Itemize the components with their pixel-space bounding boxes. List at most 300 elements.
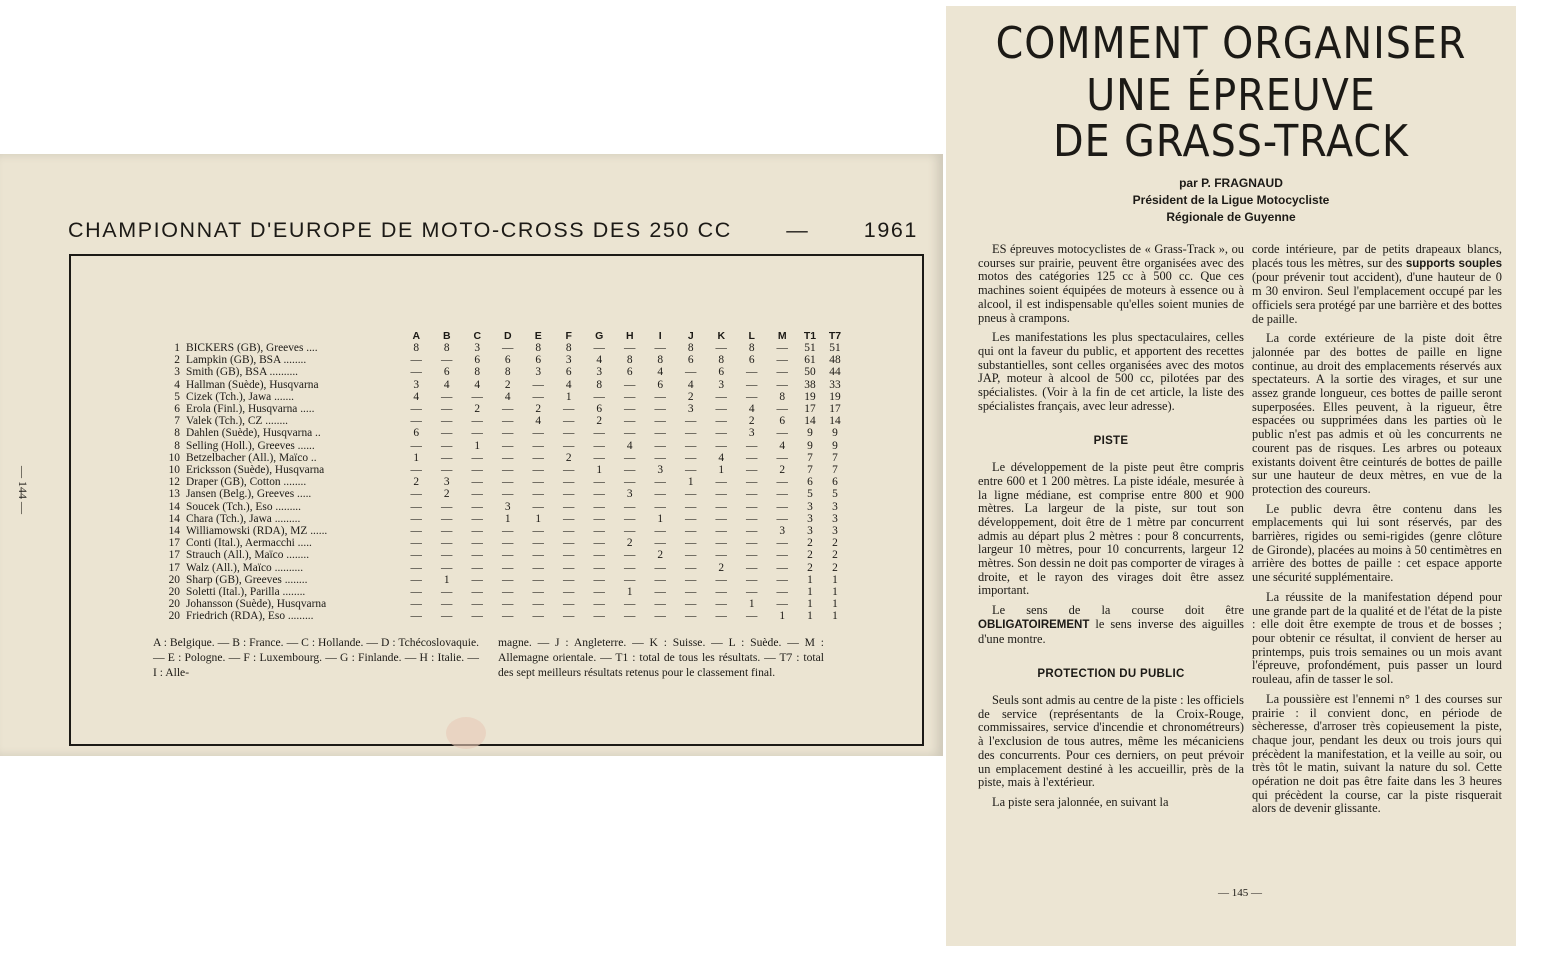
header-col: C	[473, 330, 482, 342]
title-dash: —	[786, 218, 810, 242]
score-cell: —	[776, 512, 788, 525]
score-cell: —	[441, 610, 453, 623]
rider-cell	[180, 501, 401, 513]
score-cell: 2	[807, 549, 813, 562]
score-cell: —	[502, 549, 514, 562]
rider-cell	[180, 391, 401, 403]
table-row	[156, 452, 848, 464]
score-cell: —	[746, 476, 758, 489]
left-page	[0, 154, 943, 756]
score-cell: —	[410, 573, 422, 586]
score-cell: 3	[626, 488, 633, 501]
score-cell: —	[715, 500, 727, 513]
score-cell: —	[685, 610, 697, 623]
score-cell: —	[776, 549, 788, 562]
score-cell: 19	[829, 390, 841, 403]
rank-cell: 14	[168, 525, 180, 538]
score-cell: 1	[474, 439, 481, 452]
score-cell: —	[502, 488, 514, 501]
rider-cell	[180, 586, 401, 598]
score-cell: 8	[413, 342, 420, 354]
score-cell: 3	[779, 525, 786, 538]
header-col: T7	[828, 330, 842, 342]
score-cell: 6	[807, 476, 813, 489]
score-cell: —	[685, 561, 697, 574]
rider-cell	[180, 476, 401, 488]
score-cell: —	[410, 549, 422, 562]
score-cell: —	[441, 390, 453, 403]
score-cell: —	[746, 366, 758, 379]
header-col: A	[412, 330, 421, 342]
paragraph: La poussière est l'ennemi n° 1 des courses sur prairie : il convient donc, en période de sècheresse, d'arroser très copieusement la piste, chaque jour, pendant les deux ou trois jours qui précèdent la manifestation, et la veille au soir, ou très tôt le matin, suivant la nature du sol. Cette opération ne doit pas être faite dans les 3 heures qui précèdent la course, car la piste risquerait alors de devenir glissante.	[1252, 691, 1502, 816]
score-cell: 4	[779, 439, 786, 452]
score-cell: —	[776, 488, 788, 501]
rank-cell: 8	[174, 439, 180, 452]
score-cell: 7	[807, 451, 813, 464]
paragraph: La réussite de la manifestation dépend pour une grande part de la qualité et de l'état de la piste : elle doit être exempte de trous et de bosses ; pour obtenir ce résultat, il convient de herser au printemps, puis trois semaines ou un mois avant l'épreuve, profondément, puis passer un lourd rouleau, afin de tasser le sol.	[1252, 589, 1502, 687]
article-column-1	[978, 243, 1244, 816]
header-col: M	[777, 330, 787, 342]
rider-cell	[180, 403, 401, 415]
score-cell: —	[624, 561, 636, 574]
score-cell: —	[746, 561, 758, 574]
score-cell: —	[715, 488, 727, 501]
score-cell: 3	[565, 354, 572, 367]
header-col: G	[595, 330, 604, 342]
paragraph: Les manifestations les plus spectaculaires, celles qui ont la faveur du public, et apportent des recettes substantielles, sont celles organisées avec des motos JAP, moteur à alcool de 500 cc, pilotées par des spécialistes. (Voir à la fin de cet article, la liste des spécialistes français, avec leur adresse).	[978, 330, 1244, 413]
rider-name: Cizek (Tch.), Jawa .......	[186, 390, 295, 403]
headline-line-1: COMMENT ORGANISER	[995, 18, 1467, 69]
rider-cell	[180, 440, 401, 452]
rider-name: Friedrich (RDA), Eso .........	[186, 610, 314, 623]
score-cell: 2	[535, 403, 542, 416]
score-cell: 8	[535, 342, 542, 354]
score-cell: 6	[718, 366, 725, 379]
score-cell: —	[410, 537, 422, 550]
score-cell: —	[441, 512, 453, 525]
headline-line-3: DE GRASS-TRACK	[1053, 116, 1409, 167]
score-cell: 17	[829, 403, 841, 416]
table-row	[156, 549, 848, 561]
score-cell: —	[532, 488, 544, 501]
rider-cell	[180, 379, 401, 391]
score-cell: 1	[596, 464, 603, 477]
score-cell: —	[654, 439, 666, 452]
score-cell: 8	[565, 342, 572, 354]
header-col: H	[625, 330, 634, 342]
score-cell: —	[746, 525, 758, 538]
score-cell: 51	[804, 342, 816, 354]
score-cell: —	[654, 403, 666, 416]
rider-name: Conti (Ital.), Aermacchi .....	[186, 537, 312, 550]
score-cell: —	[746, 390, 758, 403]
header-col: J	[687, 330, 694, 342]
score-cell: —	[471, 451, 483, 464]
score-cell: 7	[832, 451, 838, 464]
article-column-2	[1252, 243, 1502, 822]
score-cell: 61	[804, 354, 816, 367]
score-cell: —	[471, 537, 483, 550]
rider-name: Sharp (GB), Greeves ........	[186, 573, 308, 586]
score-cell: —	[532, 500, 544, 513]
rank-cell: 20	[168, 573, 180, 586]
text-run: le sens inverse des aiguilles d'une montre.	[978, 616, 1244, 646]
score-cell: 2	[779, 464, 786, 477]
score-cell: —	[685, 415, 697, 428]
score-cell: 8	[504, 366, 511, 379]
score-cell: —	[441, 451, 453, 464]
score-cell: —	[563, 586, 575, 599]
score-cell: —	[776, 354, 788, 367]
score-cell: 1	[687, 476, 694, 489]
score-cell: 3	[832, 512, 838, 525]
score-cell: —	[776, 586, 788, 599]
score-cell: —	[746, 512, 758, 525]
score-cell: 1	[626, 586, 633, 599]
rider-name: Soletti (Ital.), Parilla ........	[186, 586, 306, 599]
score-cell: —	[715, 598, 727, 611]
table-row	[156, 586, 848, 598]
paragraph: La corde extérieure de la piste doit être jalonnée par des bottes de paille en ligne continue, au droit des emplacements réservés aux spectateurs. A la sortie des virages, et sur une assez grande longueur, ces bottes de paille seront superposées. Elles peuvent, à la rigueur, être espacées ou supprimées dans les parties où le public n'est pas admis et où les concurrents ne courent pas de risques. Les arbres ou poteaux existants doivent être ceinturés de bottes de paille sur une hauteur de deux mètres, en vue de la protection des coureurs.	[1252, 331, 1502, 496]
score-cell: —	[593, 342, 605, 354]
table-row	[156, 537, 848, 549]
header-col: T1	[803, 330, 817, 342]
score-cell: 4	[504, 390, 511, 403]
score-cell: 3	[687, 403, 694, 416]
score-cell: 8	[687, 342, 694, 354]
score-cell: —	[471, 610, 483, 623]
score-cell: —	[593, 500, 605, 513]
score-cell: —	[654, 525, 666, 538]
rider-cell	[180, 598, 401, 610]
score-cell: —	[624, 427, 636, 440]
left-page-title	[68, 218, 918, 243]
header-rank	[156, 324, 180, 342]
score-cell: 6	[443, 366, 450, 379]
score-cell: —	[532, 476, 544, 489]
score-cell: —	[441, 354, 453, 367]
table-row	[156, 440, 848, 452]
score-cell: —	[654, 500, 666, 513]
score-cell: 2	[832, 549, 838, 562]
rank-cell: 2	[174, 354, 180, 367]
rider-name: Dahlen (Suède), Husqvarna ..	[186, 427, 321, 440]
header-col: L	[748, 330, 755, 342]
score-cell: —	[776, 561, 788, 574]
rank-cell: 8	[174, 427, 180, 440]
score-cell: —	[776, 342, 788, 354]
rider-cell	[180, 562, 401, 574]
rider-name: Hallman (Suède), Husqvarna	[186, 378, 319, 391]
score-cell: 1	[807, 598, 813, 611]
rider-name: Erola (Finl.), Husqvarna .....	[186, 403, 315, 416]
page-edge	[1516, 6, 1543, 946]
score-cell: 3	[718, 378, 725, 391]
score-cell: —	[746, 378, 758, 391]
score-cell: —	[441, 439, 453, 452]
score-cell: —	[410, 586, 422, 599]
score-cell: 4	[596, 354, 603, 367]
score-cell: 3	[443, 476, 450, 489]
score-cell: 6	[413, 427, 420, 440]
table-row	[156, 525, 848, 537]
score-cell: —	[654, 451, 666, 464]
score-cell: 2	[565, 451, 572, 464]
score-cell: 2	[832, 561, 838, 574]
score-cell: 8	[779, 390, 786, 403]
score-cell: 3	[807, 500, 813, 513]
score-cell: —	[624, 403, 636, 416]
score-cell: 1	[832, 586, 838, 599]
score-cell: —	[532, 610, 544, 623]
rider-name: BICKERS (GB), Greeves ....	[186, 342, 318, 354]
rider-cell	[180, 513, 401, 525]
score-cell: —	[563, 512, 575, 525]
score-cell: —	[654, 390, 666, 403]
score-cell: 6	[565, 366, 572, 379]
score-cell: —	[685, 525, 697, 538]
rank-cell: 10	[168, 451, 180, 464]
score-cell: —	[563, 573, 575, 586]
score-cell: —	[563, 610, 575, 623]
score-cell: —	[410, 366, 422, 379]
score-cell: —	[502, 610, 514, 623]
score-cell: 4	[657, 366, 664, 379]
paragraph: La piste sera jalonnée, en suivant la	[992, 794, 1169, 809]
score-cell: —	[715, 439, 727, 452]
score-cell: —	[746, 451, 758, 464]
score-cell: 14	[829, 415, 841, 428]
header-col: B	[442, 330, 451, 342]
score-cell: —	[593, 488, 605, 501]
score-cell: 1	[443, 573, 450, 586]
score-cell: —	[624, 610, 636, 623]
rank-cell: 17	[168, 561, 180, 574]
header-col: D	[503, 330, 512, 342]
score-cell: —	[715, 573, 727, 586]
score-cell: —	[532, 427, 544, 440]
score-cell: —	[624, 476, 636, 489]
score-cell: —	[746, 500, 758, 513]
score-cell: —	[624, 415, 636, 428]
score-cell: —	[624, 525, 636, 538]
score-cell: —	[624, 378, 636, 391]
score-cell: —	[593, 427, 605, 440]
score-cell: —	[715, 403, 727, 416]
paragraph	[978, 604, 1244, 646]
score-cell: 9	[807, 439, 813, 452]
score-cell: —	[410, 598, 422, 611]
table-row	[156, 379, 848, 391]
rank-cell: 20	[168, 598, 180, 611]
rider-name: Valek (Tch.), CZ ........	[186, 415, 289, 428]
score-cell: —	[776, 500, 788, 513]
score-cell: —	[776, 537, 788, 550]
right-page	[946, 6, 1516, 946]
score-cell: 1	[832, 598, 838, 611]
score-cell: —	[410, 525, 422, 538]
rank-cell: 20	[168, 586, 180, 599]
rider-name: Chara (Tch.), Jawa .........	[186, 512, 301, 525]
byline-role-1: Président de la Ligue Motocycliste	[1132, 193, 1330, 207]
score-cell: —	[471, 598, 483, 611]
score-cell: 4	[474, 378, 481, 391]
rank-cell: 13	[168, 488, 180, 501]
score-cell: —	[654, 427, 666, 440]
score-cell: 2	[443, 488, 450, 501]
score-cell: —	[441, 586, 453, 599]
rider-name: Selling (Holl.), Greeves ......	[186, 439, 315, 452]
score-cell: 4	[748, 403, 755, 416]
score-cell: —	[410, 464, 422, 477]
legend-left: A : Belgique. — B : France. — C : Hollande. — D : Tchécoslovaquie. — E : Pologne. — F : Luxembourg. — G : Finlande. — H : Italie. — I : Alle-	[153, 636, 479, 679]
score-cell: —	[654, 537, 666, 550]
score-cell: —	[471, 500, 483, 513]
header-rider	[180, 324, 401, 342]
score-cell: 4	[565, 378, 572, 391]
score-cell: 6	[748, 354, 755, 367]
rank-cell: 17	[168, 549, 180, 562]
text-run: corde intérieure, par de petits drapeaux blancs, placés tous les mètres, sur des	[1252, 242, 1502, 270]
score-cell: —	[593, 586, 605, 599]
score-cell: —	[685, 586, 697, 599]
score-cell: —	[654, 488, 666, 501]
score-cell: —	[410, 561, 422, 574]
table-row	[156, 464, 848, 476]
header-col: F	[565, 330, 572, 342]
score-cell: —	[776, 451, 788, 464]
score-cell: 3	[504, 500, 511, 513]
rider-cell	[180, 342, 401, 354]
score-cell: —	[654, 573, 666, 586]
score-cell: 5	[807, 488, 813, 501]
rider-cell	[180, 537, 401, 549]
score-cell: —	[593, 525, 605, 538]
table-row	[156, 562, 848, 574]
score-cell: 2	[807, 561, 813, 574]
score-cell: —	[654, 598, 666, 611]
score-cell: —	[746, 537, 758, 550]
score-cell: —	[502, 525, 514, 538]
score-cell: —	[563, 525, 575, 538]
score-cell: —	[593, 512, 605, 525]
score-cell: 4	[718, 451, 725, 464]
score-cell: —	[593, 439, 605, 452]
score-cell: 6	[535, 354, 542, 367]
score-cell: —	[502, 573, 514, 586]
score-cell: —	[593, 537, 605, 550]
score-cell: 48	[829, 354, 841, 367]
paragraph: Seuls sont admis au centre de la piste : les officiels de service (représentants de la Croix-Rouge, commissaires, service d'incendie et chronométreurs) à l'exclusion de tous autres, même les mécaniciens des concurrents. Pour ces derniers, on peut prévoir un emplacement destiné à les accueillir, près de la piste, mais à l'extérieur.	[978, 692, 1244, 790]
score-cell: —	[563, 537, 575, 550]
score-cell: —	[441, 500, 453, 513]
rider-cell	[180, 354, 401, 366]
score-cell: —	[776, 427, 788, 440]
score-cell: —	[441, 427, 453, 440]
page-number-right: — 145 —	[1218, 887, 1262, 899]
rider-cell	[180, 452, 401, 464]
rider-name: Draper (GB), Cotton ........	[186, 476, 307, 489]
score-cell: 1	[504, 512, 511, 525]
score-cell: —	[532, 525, 544, 538]
score-cell: —	[685, 366, 697, 379]
score-cell: 44	[829, 366, 841, 379]
header-col: E	[534, 330, 542, 342]
score-cell: —	[502, 561, 514, 574]
score-cell: 8	[443, 342, 450, 354]
table-row	[156, 403, 848, 415]
section-heading-public: PROTECTION DU PUBLIC	[1037, 668, 1185, 681]
table-row	[156, 610, 848, 622]
score-cell: 1	[535, 512, 542, 525]
paragraph: Le public devra être contenu dans les emplacements qui lui sont réservés, par des barrières, rigides ou semi-rigides (genre clôture de Gironde), placées au moins à 50 centimètres en arrière des bottes de paille : cet espace apporte une sécurité supplémentaire.	[1252, 501, 1502, 585]
rank-cell: 10	[168, 464, 180, 477]
score-cell: 1	[748, 598, 755, 611]
rank-cell: 17	[168, 537, 180, 550]
score-cell: —	[593, 390, 605, 403]
score-cell: —	[685, 549, 697, 562]
table-header-row	[156, 324, 848, 342]
library-stamp	[446, 717, 486, 749]
score-cell: —	[593, 549, 605, 562]
score-cell: 6	[596, 403, 603, 416]
score-cell: 3	[748, 427, 755, 440]
table-row	[156, 488, 848, 500]
rider-cell	[180, 574, 401, 586]
score-cell: —	[441, 415, 453, 428]
score-cell: 4	[626, 439, 633, 452]
rank-cell: 5	[174, 390, 180, 403]
rider-cell	[180, 464, 401, 476]
score-cell: 1	[565, 390, 572, 403]
score-cell: —	[410, 439, 422, 452]
score-cell: —	[776, 378, 788, 391]
score-cell: 9	[807, 427, 813, 440]
score-cell: 6	[832, 476, 838, 489]
score-cell: —	[685, 573, 697, 586]
rank-cell: 14	[168, 512, 180, 525]
score-cell: —	[441, 549, 453, 562]
byline-role-2: Régionale de Guyenne	[1166, 210, 1296, 224]
score-cell: —	[624, 512, 636, 525]
score-cell: —	[685, 439, 697, 452]
headline-line-2: UNE ÉPREUVE	[1086, 70, 1376, 121]
score-cell: —	[410, 610, 422, 623]
score-cell: —	[471, 415, 483, 428]
standings-table	[156, 324, 848, 623]
score-cell: —	[441, 598, 453, 611]
score-cell: —	[563, 476, 575, 489]
score-cell: —	[471, 549, 483, 562]
score-cell: 8	[596, 378, 603, 391]
score-cell: —	[746, 610, 758, 623]
score-cell: 3	[413, 378, 420, 391]
rider-name: Walz (All.), Maïco ..........	[186, 561, 304, 574]
score-cell: 8	[718, 354, 725, 367]
score-cell: —	[715, 549, 727, 562]
score-cell: —	[685, 500, 697, 513]
score-cell: —	[593, 573, 605, 586]
score-cell: 3	[596, 366, 603, 379]
score-cell: —	[563, 415, 575, 428]
score-cell: —	[624, 451, 636, 464]
score-cell: —	[410, 500, 422, 513]
header-col: I	[658, 330, 662, 342]
score-cell: —	[624, 573, 636, 586]
score-cell: —	[654, 586, 666, 599]
score-cell: —	[654, 476, 666, 489]
score-cell: 1	[807, 610, 813, 623]
